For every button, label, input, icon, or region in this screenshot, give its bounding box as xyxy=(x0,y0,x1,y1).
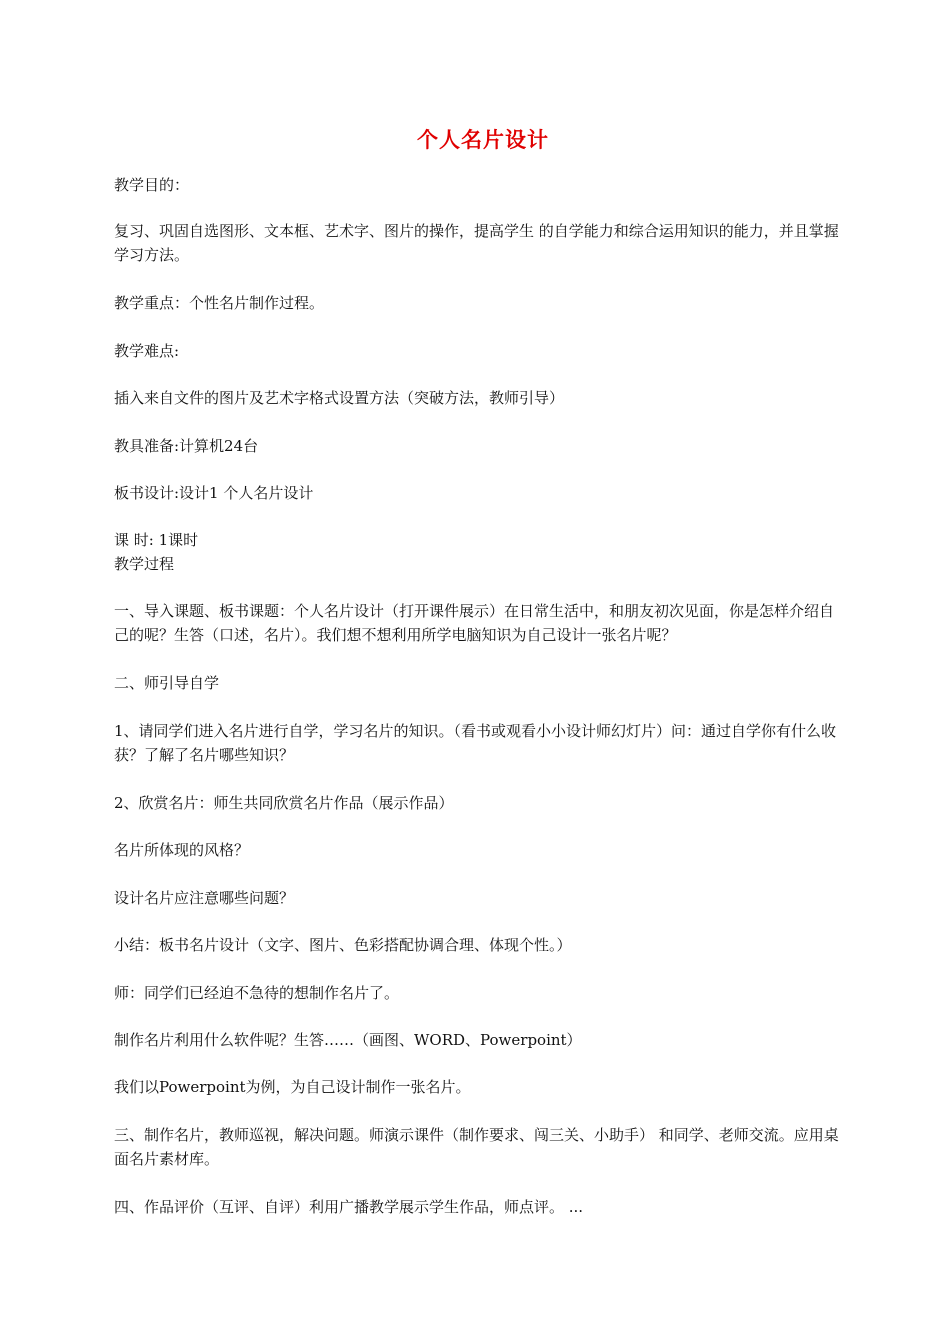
paragraph-step-two-item-2: 2、欣赏名片：师生共同欣赏名片作品（展示作品） xyxy=(114,794,454,812)
paragraph-board-design: 板书设计:设计1 个人名片设计 xyxy=(114,484,314,502)
paragraph-step-three: 三、制作名片，教师巡视，解决问题。师演示课件（制作要求、闯三关、小助手） 和同学、老师交流。应用桌面名片素材库。 xyxy=(114,1126,839,1168)
paragraph-powerpoint-example: 我们以Powerpoint为例，为自己设计制作一张名片。 xyxy=(114,1078,471,1096)
paragraph-key-point: 教学重点：个性名片制作过程。 xyxy=(114,294,325,312)
paragraph-difficulty-body: 插入来自文件的图片及艺术字格式设置方法（突破方法，教师引导） xyxy=(114,389,565,407)
paragraph-equipment: 教具准备:计算机24台 xyxy=(114,437,259,455)
paragraph-objective-heading: 教学目的： xyxy=(114,176,190,194)
paragraph-objective-body: 复习、巩固自选图形、文本框、艺术字、图片的操作，提高学生 的自学能力和综合运用知识的能力，并且掌握学习方法。 xyxy=(114,222,839,264)
paragraph-process-heading: 教学过程 xyxy=(114,555,175,573)
paragraph-step-two-heading: 二、师引导自学 xyxy=(114,674,220,692)
paragraph-step-one: 一、导入课题、板书课题：个人名片设计（打开课件展示）在日常生活中，和朋友初次见面，你是怎样介绍自己的呢？生答（口述，名片）。我们想不想利用所学电脑知识为自己设计一张名片呢？ xyxy=(114,602,835,644)
document-title: 个人名片设计 xyxy=(417,128,549,152)
paragraph-teacher-remark: 师：同学们已经迫不急待的想制作名片了。 xyxy=(114,984,400,1002)
paragraph-step-four: 四、作品评价（互评、自评）利用广播教学展示学生作品，师点评。 ... xyxy=(114,1198,584,1216)
paragraph-difficulty-heading: 教学难点: xyxy=(114,342,180,360)
paragraph-summary: 小结：板书名片设计（文字、图片、色彩搭配协调合理、体现个性。） xyxy=(114,936,572,954)
paragraph-software-question: 制作名片利用什么软件呢？生答……（画图、WORD、Powerpoint） xyxy=(114,1031,582,1049)
paragraph-style-question: 名片所体现的风格？ xyxy=(114,841,250,859)
paragraph-design-question: 设计名片应注意哪些问题？ xyxy=(114,889,295,907)
paragraph-step-two-item-1: 1、请同学们进入名片进行自学，学习名片的知识。（看书或观看小小设计师幻灯片）问：通过自学你有什么收获？了解了名片哪些知识？ xyxy=(114,722,837,764)
paragraph-class-hours: 课 时: 1课时 xyxy=(114,531,199,549)
